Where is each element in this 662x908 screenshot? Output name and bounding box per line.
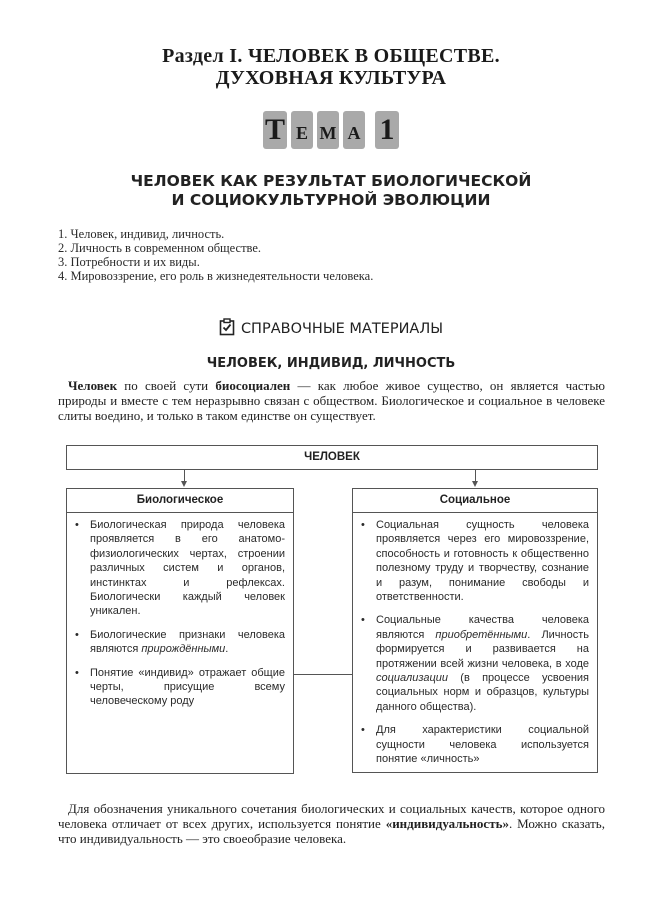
list-item — [75, 628, 285, 657]
term-individuality: «индивидуальность» — [385, 816, 509, 831]
biological-box-title: Биологическое — [67, 489, 293, 513]
tema-letter-tile: М — [317, 111, 339, 149]
topic-number-badge — [0, 111, 662, 149]
list-item — [361, 613, 589, 714]
emphasis-text: социализации — [376, 672, 448, 685]
social-box — [352, 488, 598, 773]
list-item-text: Биологические признаки человека являются — [90, 628, 285, 656]
diagram-root-box: ЧЕЛОВЕК — [66, 445, 598, 470]
reference-heading-text: СПРАВОЧНЫЕ МАТЕРИАЛЫ — [240, 321, 444, 337]
social-box-title: Социальное — [353, 489, 597, 513]
tema-number-tile: 1 — [375, 111, 399, 149]
bullet-icon: • — [75, 519, 79, 531]
section-title — [0, 45, 662, 89]
list-item-text: (в процессе усвоения социальных норм и образцов, культуры данного общества). — [376, 672, 589, 713]
topic-plan-list — [58, 227, 373, 283]
list-item-text: Биологическая природа человека проявляется в его анатомо-физиологических чертах, строении различных систем и органов, инстинктах и рефлексах. Биологически каждый человек уникален. — [90, 519, 285, 618]
bullet-icon: • — [75, 628, 79, 641]
list-item-text: Понятие «индивид» отражает общие черты, присущие всему человеческому роду — [90, 666, 285, 708]
tema-letter-tile: А — [343, 111, 365, 149]
term-biosocial: биосоциален — [215, 378, 291, 393]
section-title-line1: Раздел I. ЧЕЛОВЕК В ОБЩЕСТВЕ. — [162, 45, 500, 67]
conclusion-paragraph — [58, 801, 605, 846]
emphasis-text: прирождёнными — [141, 643, 226, 656]
term-chelovek: Человек — [68, 378, 118, 393]
conclusion-text: . Можно сказать, что индивидуальность — это своеобразие человека. — [58, 816, 605, 846]
list-item — [361, 723, 589, 766]
plan-item: 2. Личность в современном обществе. — [58, 241, 262, 255]
list-item — [75, 518, 285, 619]
intro-paragraph — [58, 378, 605, 423]
bullet-icon: • — [361, 614, 365, 627]
topic-title — [0, 172, 662, 210]
list-item-text: . — [225, 643, 229, 656]
bullet-icon: • — [361, 724, 365, 737]
clipboard-check-icon — [219, 318, 235, 340]
topic-title-line2: И СОЦИОКУЛЬТУРНОЙ ЭВОЛЮЦИИ — [171, 191, 491, 209]
plan-item: 3. Потребности и их виды. — [58, 255, 200, 269]
list-item-text: Социальная сущность человека проявляется через его мировоззрение, способность и готовность к общественно полезному труду и творчеству, сознание и разум, понимание свободы и ответственности. — [376, 519, 589, 604]
list-item — [75, 666, 285, 709]
intro-text: — как любое живое существо, он является частью природы и вместе с тем неразрывно связан с обществом. Биологическое и социальное в человеке слиты воедино, и только в таком единстве он существует. — [58, 378, 605, 423]
list-item-text: Для характеристики социальной сущности человека используется понятие «личность» — [376, 724, 589, 766]
tema-letter-tile: Т — [263, 111, 287, 149]
social-list — [353, 513, 597, 767]
reference-heading — [0, 318, 662, 340]
bullet-icon: • — [361, 519, 365, 531]
list-item-text: Социальные качества человека являются — [376, 614, 589, 641]
intro-text: по своей сути — [117, 378, 216, 393]
emphasis-text: приобретёнными — [435, 628, 528, 641]
connector-line — [293, 674, 353, 675]
conclusion-text: Для обозначения уникального сочетания биологических и социальных качеств, которое одного человека отличает от всех других, используется понятие — [58, 801, 605, 831]
bullet-icon: • — [75, 666, 79, 679]
tema-letter-tile: Е — [291, 111, 313, 149]
biological-list — [67, 513, 293, 709]
arrow-down-icon — [472, 481, 478, 487]
subsection-heading: ЧЕЛОВЕК, ИНДИВИД, ЛИЧНОСТЬ — [206, 356, 456, 371]
list-item — [361, 518, 589, 604]
biological-box — [66, 488, 294, 774]
plan-item: 1. Человек, индивид, личность. — [58, 227, 225, 241]
topic-title-line1: ЧЕЛОВЕК КАК РЕЗУЛЬТАТ БИОЛОГИЧЕСКОЙ — [130, 172, 532, 190]
arrow-down-icon — [181, 481, 187, 487]
list-item-text: . Личность формируется и развивается на протяжении всей жизни человека, в ходе — [376, 628, 590, 670]
plan-item: 4. Мировоззрение, его роль в жизнедеятельности человека. — [58, 269, 374, 283]
section-title-line2: ДУХОВНАЯ КУЛЬТУРА — [215, 67, 447, 89]
